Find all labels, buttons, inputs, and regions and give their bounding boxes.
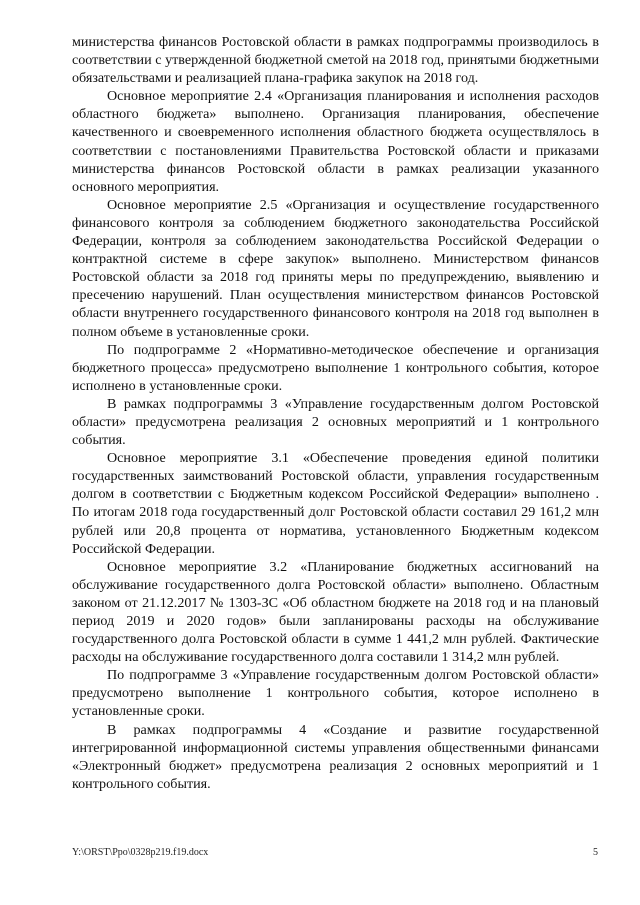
paragraph-activity-3-1: Основное мероприятие 3.1 «Обеспечение проведения единой политики государственных заимствований Ростовской области, управления государственным долгом в соответствии с Бюджетным кодексом Российской Федерации» выполнено . По итогам 2018 года государственный долг Ростовской области составил 29 161,2 млн рублей или 20,8 процента от норматива, установленного Бюджетным кодексом Российской Федерации.	[72, 450, 599, 557]
paragraph-subprogram-2-event: По подпрограмме 2 «Нормативно-методическое обеспечение и организация бюджетного процесса» предусмотрено выполнение 1 контрольного события, которое исполнено в установленные сроки.	[72, 341, 599, 394]
paragraph-activity-2-4: Основное мероприятие 2.4 «Организация планирования и исполнения расходов областного бюджета» выполнено. Организация планирования, обеспечение качественного и своевременного исполнения областного бюджета осуществлялось в соответствии с постановлениями Правительства Ростовской области и приказами министерства финансов Ростовской области в рамках реализации указанного основного мероприятия.	[72, 88, 599, 195]
paragraph-subprogram-4-intro: В рамках подпрограммы 4 «Создание и развитие государственной интегрированной информационной системы управления общественными финансами «Электронный бюджет» предусмотрена реализация 2 основных мероприятий и 1 контрольного события.	[72, 721, 599, 792]
paragraph-activity-3-2: Основное мероприятие 3.2 «Планирование бюджетных ассигнований на обслуживание государственного долга Ростовской области» выполнено. Областным законом от 21.12.2017 № 1303-ЗС «Об областном бюджете на 2018 год и на плановый период 2019 и 2020 годов» были запланированы расходы на обслуживание государственного долга Ростовской области в сумме 1 441,2 млн рублей. Фактические расходы на обслуживание государственного долга составили 1 314,2 млн рублей.	[72, 558, 599, 666]
paragraph-subprogram-3-intro: В рамках подпрограммы 3 «Управление государственным долгом Ростовской области» предусмотрена реализация 2 основных мероприятий и 1 контрольного события.	[72, 395, 599, 449]
document-body	[72, 33, 599, 793]
paragraph-subprogram-3-event: По подпрограмме 3 «Управление государственным долгом Ростовской области» предусмотрено выполнение 1 контрольного события, которое исполнено в установленные сроки.	[72, 667, 599, 720]
paragraph-activity-2-5: Основное мероприятие 2.5 «Организация и осуществление государственного финансового контроля за соблюдением бюджетного законодательства Российской Федерации, контроля за соблюдением законодательства Российской Федерации о контрактной системе в сфере закупок» выполнено. Министерством финансов Ростовской области за 2018 год приняты меры по предупреждению, выявлению и пресечению нарушений. План осуществления министерством финансов Ростовской области внутреннего государственного финансового контроля на 2018 год выполнен в полном объеме в установленные сроки.	[72, 196, 599, 340]
footer-page-number: 5	[593, 847, 598, 858]
footer-file-path: Y:\ORST\Ppo\0328p219.f19.docx	[72, 847, 209, 858]
paragraph-continuation: министерства финансов Ростовской области в рамках подпрограммы производилось в соответствии с утвержденной бюджетной сметой на 2018 год, принятыми бюджетными обязательствами и реализацией плана-графика закупок на 2018 год.	[72, 34, 599, 87]
